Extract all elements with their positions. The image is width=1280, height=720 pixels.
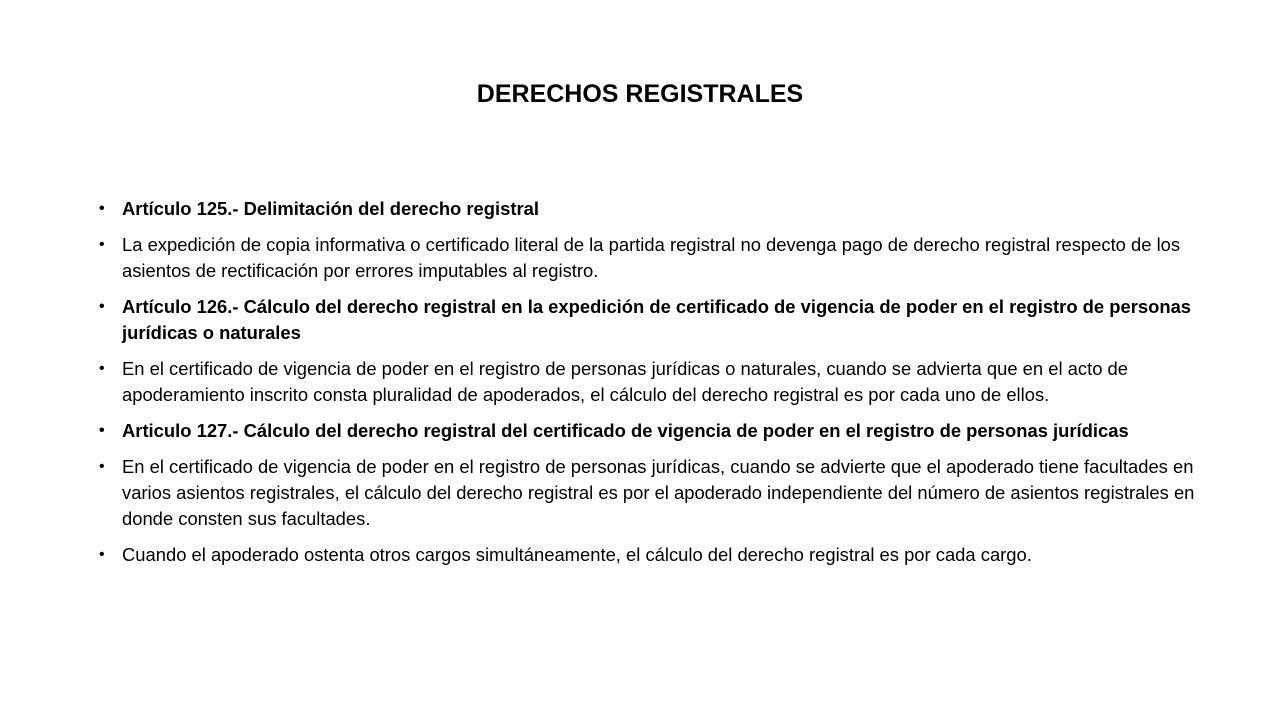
- bullet-article-127-text: • En el certificado de vigencia de poder en el registro de personas jurídicas, cuando se advierte que el apoderado tiene facultades en varios asientos registrales, el cálculo del derecho registral es por el apoderado independiente del número de asientos registrales en donde consten sus facultades.: [99, 454, 1199, 532]
- bullet-article-126-heading: • Artículo 126.- Cálculo del derecho registral en la expedición de certificado de vigencia de poder en el registro de personas jurídicas o naturales: [99, 294, 1199, 346]
- bullet-article-127-heading: • Articulo 127.- Cálculo del derecho registral del certificado de vigencia de poder en el registro de personas jurídicas: [99, 418, 1199, 444]
- slide-title: DERECHOS REGISTRALES: [476, 80, 804, 108]
- bullet-article-125-heading: • Artículo 125.- Delimitación del derecho registral: [99, 196, 1199, 222]
- bullet-article-126-text: • En el certificado de vigencia de poder en el registro de personas jurídicas o naturales, cuando se advierta que en el acto de apoderamiento inscrito consta pluralidad de apoderados, el cálculo del derecho registral es por cada uno de ellos.: [99, 356, 1199, 408]
- bullet-list: [99, 196, 1199, 578]
- bullet-article-127-cargo-text: • Cuando el apoderado ostenta otros cargos simultáneamente, el cálculo del derecho registral es por cada cargo.: [99, 542, 1199, 568]
- bullet-article-125-text: • La expedición de copia informativa o certificado literal de la partida registral no devenga pago de derecho registral respecto de los asientos de rectificación por errores imputables al registro.: [99, 232, 1199, 284]
